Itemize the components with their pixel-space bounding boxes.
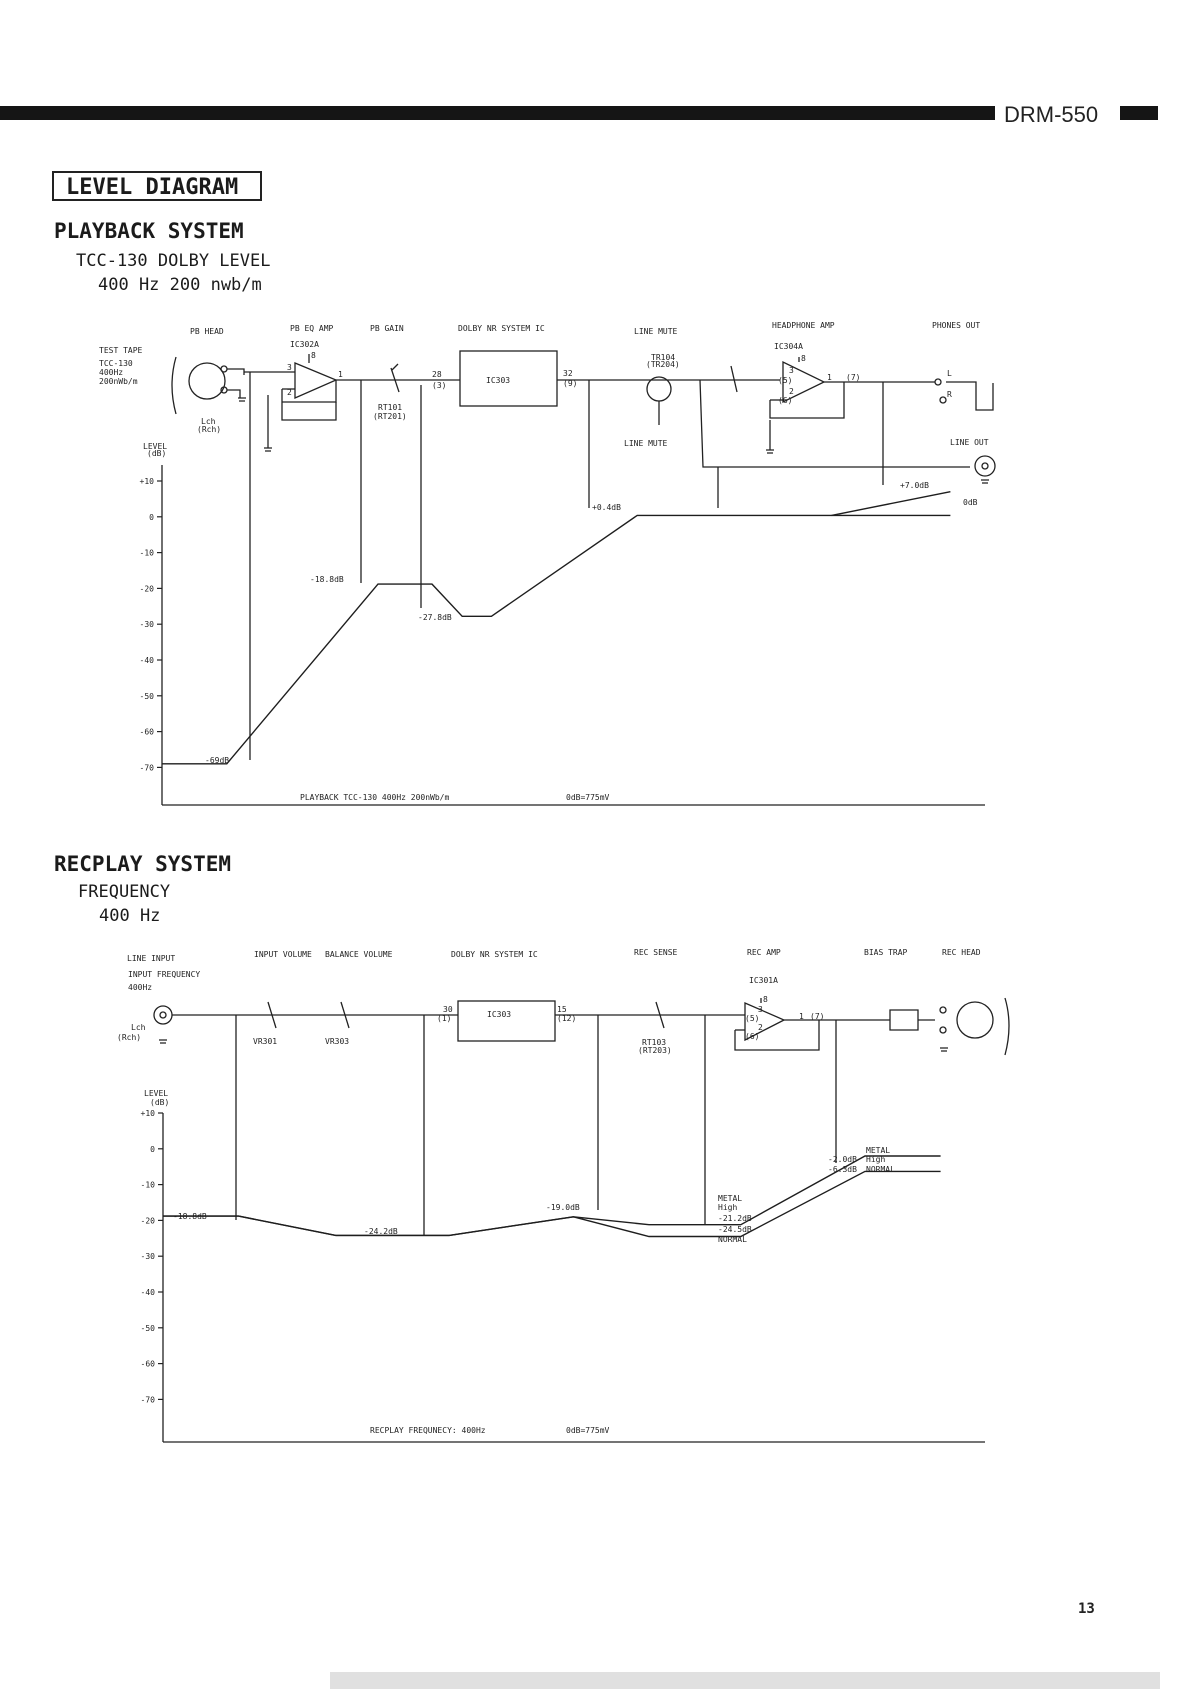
- rec-axis-ticks: [141, 1109, 163, 1404]
- pin: 30: [443, 1005, 453, 1014]
- rec-annotation-normal-2: NORMAL: [866, 1165, 895, 1174]
- pin: 1: [799, 1012, 804, 1021]
- recplay-subtitle-1: FREQUENCY: [78, 882, 171, 902]
- test-tape-1: TCC-130: [99, 359, 133, 368]
- series-line-metal-high: [163, 1156, 941, 1235]
- pin: 8: [763, 995, 768, 1004]
- tr204-label: (TR204): [646, 360, 680, 369]
- rec-bias-trap-label: BIAS TRAP: [864, 948, 908, 957]
- pin: 2: [789, 387, 794, 396]
- rec-annotation-minus63: -6.3dB: [828, 1165, 857, 1174]
- rec-sense-label: REC SENSE: [634, 948, 678, 957]
- line-mute-label: LINE MUTE: [634, 327, 678, 336]
- rt103-label: RT103: [642, 1038, 667, 1047]
- pin: 15: [557, 1005, 567, 1014]
- ic303-label-rec: IC303: [487, 1010, 512, 1019]
- pb-rch: (Rch): [197, 425, 222, 434]
- pb-annotation-minus69: -69dB: [205, 756, 230, 765]
- pb-footer-ref: 0dB=775mV: [566, 793, 610, 802]
- pb-annotation-plus04: +0.4dB: [592, 503, 621, 512]
- rec-annotation-metal: METAL: [718, 1194, 743, 1203]
- pin: (5): [745, 1014, 760, 1023]
- jack-l: L: [947, 369, 952, 378]
- vr301-label: VR301: [253, 1037, 278, 1046]
- pb-gain-label: PB GAIN: [370, 324, 404, 333]
- line-out-label: LINE OUT: [950, 438, 989, 447]
- axis-tick-label: -60: [140, 1359, 155, 1369]
- rec-rch: (Rch): [117, 1033, 142, 1042]
- recplay-subtitle-2: 400 Hz: [99, 906, 161, 926]
- axis-tick-label: -70: [139, 763, 154, 773]
- test-tape-3: 200nWb/m: [99, 377, 138, 386]
- axis-tick-label: -50: [139, 691, 154, 701]
- rec-level-lines: [163, 1156, 941, 1237]
- recplay-axis: [163, 1113, 985, 1442]
- pb-annotation-minus278: -27.8dB: [418, 613, 452, 622]
- pb-annotation-0db: 0dB: [963, 498, 978, 507]
- playback-subtitle-1: TCC-130 DOLBY LEVEL: [76, 251, 271, 271]
- ic302a-label: IC302A: [290, 340, 319, 349]
- rec-level-label: LEVEL: [144, 1089, 169, 1098]
- axis-tick-label: -40: [139, 656, 154, 665]
- rec-level-unit: (dB): [150, 1098, 170, 1107]
- pb-annotation-minus188: -18.8dB: [310, 575, 344, 584]
- rec-input-freq-1: 400Hz: [128, 983, 153, 992]
- pin: 32: [563, 369, 573, 378]
- test-tape-2: 400Hz: [99, 368, 124, 377]
- rec-input-volume-label: INPUT VOLUME: [254, 950, 312, 959]
- pb-annotation-plus7: +7.0dB: [900, 481, 929, 490]
- pb-eq-amp-label: PB EQ AMP: [290, 324, 334, 333]
- axis-tick-label: 0: [150, 1144, 155, 1154]
- series-line-line-out: [832, 492, 951, 516]
- model-number: DRM-550: [1004, 102, 1099, 127]
- rec-annotation-high: High: [718, 1203, 738, 1212]
- pin: (3): [432, 381, 447, 390]
- rec-balance-volume-label: BALANCE VOLUME: [325, 950, 393, 959]
- rec-dolby-label: DOLBY NR SYSTEM IC: [451, 950, 538, 959]
- pb-head-label: PB HEAD: [190, 327, 224, 336]
- rec-input-freq-0: INPUT FREQUENCY: [128, 970, 201, 979]
- axis-tick-label: -30: [139, 620, 154, 630]
- rt201-label: (RT201): [373, 412, 407, 421]
- phones-out-label: PHONES OUT: [932, 321, 981, 330]
- rec-annotation-minus190: -19.0dB: [546, 1203, 580, 1212]
- pb-lch: Lch: [201, 417, 216, 426]
- rec-annotation-minus212: -21.2dB: [718, 1214, 752, 1223]
- test-tape-0: TEST TAPE: [99, 346, 143, 355]
- headphone-amp-label: HEADPHONE AMP: [772, 321, 835, 330]
- rec-annotation-metal-2: METAL: [866, 1146, 891, 1155]
- pin: 2: [287, 388, 292, 397]
- pin: 3: [789, 366, 794, 375]
- pin: (6): [745, 1032, 760, 1041]
- pb-footer: PLAYBACK TCC-130 400Hz 200nWb/m: [300, 793, 450, 802]
- rec-lch: Lch: [131, 1023, 146, 1032]
- rec-footer: RECPLAY FREQUNECY: 400Hz: [370, 1426, 486, 1435]
- pin: 8: [801, 354, 806, 363]
- scan-noise-band: [330, 1672, 1160, 1689]
- rt203-label: (RT203): [638, 1046, 672, 1055]
- axis-tick-label: -20: [139, 584, 154, 594]
- pb-level-unit: (dB): [147, 449, 167, 458]
- axis-tick-label: -30: [140, 1252, 155, 1262]
- axis-tick-label: +10: [139, 477, 154, 486]
- line-mute-box: LINE MUTE: [624, 439, 668, 448]
- header-bar-end: [1120, 106, 1158, 120]
- axis-tick-label: 0: [149, 512, 154, 522]
- recplay-schematic: [154, 998, 1009, 1235]
- page-number: 13: [1078, 1601, 1095, 1617]
- pb-axis-ticks: [140, 477, 162, 772]
- pin: (5): [778, 376, 793, 385]
- pb-level-lines: [162, 492, 950, 764]
- axis-tick-label: -10: [139, 548, 154, 558]
- rec-annotation-normal: NORMAL: [718, 1235, 747, 1244]
- playback-heading: PLAYBACK SYSTEM: [54, 219, 244, 243]
- pin: (6): [778, 396, 793, 405]
- header-bar: [0, 106, 995, 120]
- rec-amp-label: REC AMP: [747, 948, 781, 957]
- pin: 3: [758, 1005, 763, 1014]
- recplay-heading: RECPLAY SYSTEM: [54, 852, 232, 876]
- ic301a-label: IC301A: [749, 976, 778, 985]
- playback-subtitle-2: 400 Hz 200 nwb/m: [98, 275, 262, 295]
- pin: (12): [557, 1014, 577, 1023]
- pin: 8: [311, 351, 316, 360]
- pin: 2: [758, 1023, 763, 1032]
- rec-annotation-minus242: -24.2dB: [364, 1227, 398, 1236]
- axis-tick-label: -10: [140, 1180, 155, 1190]
- axis-tick-label: -40: [140, 1288, 155, 1297]
- playback-schematic: [172, 351, 995, 760]
- rec-annotation-high-2: High: [866, 1155, 886, 1164]
- axis-tick-label: -60: [139, 727, 154, 737]
- rec-line-input-label: LINE INPUT: [127, 954, 176, 963]
- jack-r: R: [947, 390, 952, 399]
- rt101-label: RT101: [378, 403, 403, 412]
- pin: (7): [846, 373, 861, 382]
- pb-level-label: LEVEL: [143, 442, 168, 451]
- rec-annotation-minus20: -2.0dB: [828, 1155, 857, 1164]
- axis-tick-label: +10: [140, 1109, 155, 1118]
- rec-annotation-minus188: -18.8dB: [173, 1212, 207, 1221]
- section-title: LEVEL DIAGRAM: [66, 175, 239, 200]
- pin: 3: [287, 363, 292, 372]
- axis-tick-label: -50: [140, 1323, 155, 1333]
- rec-footer-ref: 0dB=775mV: [566, 1426, 610, 1435]
- tr104-label: TR104: [651, 353, 676, 362]
- pin: (7): [810, 1012, 825, 1021]
- rec-head-label: REC HEAD: [942, 948, 981, 957]
- dolby-label: DOLBY NR SYSTEM IC: [458, 324, 545, 333]
- series-line-main: [162, 515, 950, 763]
- vr303-label: VR303: [325, 1037, 350, 1046]
- axis-tick-label: -70: [140, 1395, 155, 1405]
- pin: 1: [827, 373, 832, 382]
- pin: (1): [437, 1014, 452, 1023]
- ic303-label-pb: IC303: [486, 376, 511, 385]
- axis-tick-label: -20: [140, 1216, 155, 1226]
- rec-annotation-minus245: -24.5dB: [718, 1225, 752, 1234]
- ic304a-label: IC304A: [774, 342, 803, 351]
- pin: 28: [432, 370, 442, 379]
- pin: 1: [338, 370, 343, 379]
- pin: (9): [563, 379, 578, 388]
